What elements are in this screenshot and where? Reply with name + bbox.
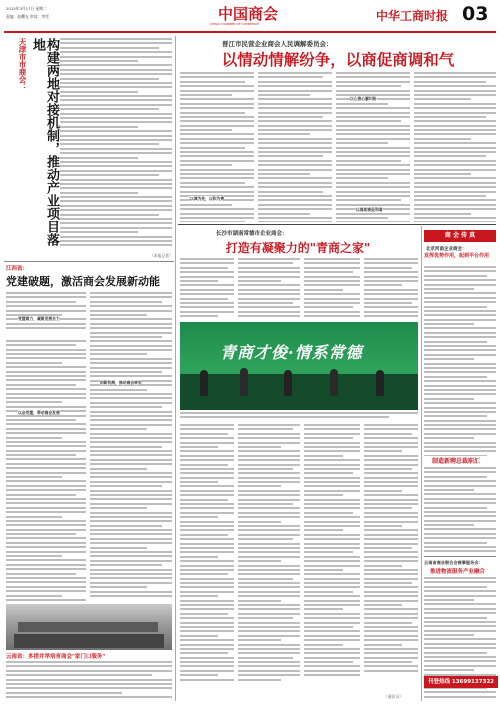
mid-left-title: 党建破题，激活商会发展新动能 — [6, 275, 160, 288]
main-sub3: 以商助商促和谐 — [356, 207, 383, 212]
center-kicker: 长沙市湖南常德市企业商会： — [216, 231, 288, 237]
paper-sub: CHINA CHAMBER OF COMMERCE — [210, 22, 259, 26]
left-divider — [4, 261, 174, 262]
main-col3 — [336, 72, 410, 222]
main-title: 以情动情解纷争，以商促商调和气 — [221, 50, 455, 69]
sidebar-header — [424, 230, 496, 242]
left-byline: （本报记者） — [150, 253, 173, 258]
masthead-rule — [4, 31, 496, 33]
banner-caption — [180, 412, 418, 422]
mid-left-sub1: 党建聚力，凝聚发展合力 — [18, 316, 60, 321]
section-title: 中华工商时报 — [376, 9, 449, 23]
mid-left-kicker: 江西省： — [6, 266, 29, 272]
mid-left-sub3: 创新机制，推动商会转型 — [100, 380, 142, 385]
sidebar-item2-body — [424, 467, 496, 553]
sidebar-item3-title: 推进物流服务产业融合 — [430, 569, 486, 575]
center-col3 — [304, 258, 360, 322]
left-article-body — [60, 38, 172, 250]
sidebar-item1-title: 发挥优势作用，起到平台作用 — [424, 253, 490, 259]
sidebar-header-label: 商 会 传 真 — [444, 232, 476, 239]
photo-caption-body — [6, 661, 172, 701]
center-col2 — [238, 258, 300, 322]
ad-strip — [424, 676, 498, 688]
sidebar-item1-kicker: 北京河南企业商会： — [426, 247, 467, 252]
sidebar-item3-kicker: 云南省商业联合会商事服务会： — [424, 560, 483, 565]
center-title: 打造有凝聚力的"青商之家" — [225, 241, 371, 255]
date-line: 2015年3月17日 星期二 — [6, 6, 47, 11]
center-col1 — [180, 258, 234, 322]
sidebar-item1-body — [424, 266, 496, 456]
mid-left-sub2: 以会党建，带动商会发展 — [18, 410, 60, 415]
photo-caption: 云南省：多措并举培育商会"家门口服务" — [6, 654, 106, 660]
left-col-divider — [175, 36, 176, 701]
left-title: 构建两地对接机制，推动产业项目落地 — [30, 38, 59, 246]
center-col4 — [364, 258, 418, 322]
main-divider — [178, 224, 496, 225]
paper-name: 中国商会 — [218, 5, 279, 23]
center-author: （通讯员） — [384, 694, 403, 699]
main-sub2: 以心换心解纠纷 — [350, 96, 377, 101]
main-kicker: 晋江市民营企业商会人民调解委员会： — [222, 40, 333, 48]
sidebar-divider — [424, 556, 496, 557]
right-col-divider — [421, 226, 422, 701]
main-sub1: 以调为先，以和为贵 — [190, 196, 225, 201]
main-col2 — [258, 72, 332, 222]
main-col4 — [414, 72, 496, 222]
page-number: 03 — [462, 3, 489, 25]
left-kicker: 天津市市商会： — [18, 38, 27, 91]
ad-hotline: 刊登热线 13699137322 — [427, 679, 494, 685]
center-col8 — [364, 424, 418, 700]
mid-left-col2 — [90, 292, 172, 602]
event-banner-photo — [180, 322, 418, 410]
conference-photo — [6, 604, 172, 650]
editor-line: 责编：赵曙光 审读：李雪 — [6, 14, 49, 19]
mid-left-col1 — [6, 292, 86, 602]
banner-slogan: 青商才俊·情系常德 — [220, 343, 363, 362]
center-col6 — [238, 424, 300, 700]
sidebar-item2-title: 制造新聘总裁职汇 — [432, 458, 481, 465]
center-col7 — [304, 424, 360, 700]
center-col5 — [180, 424, 234, 700]
